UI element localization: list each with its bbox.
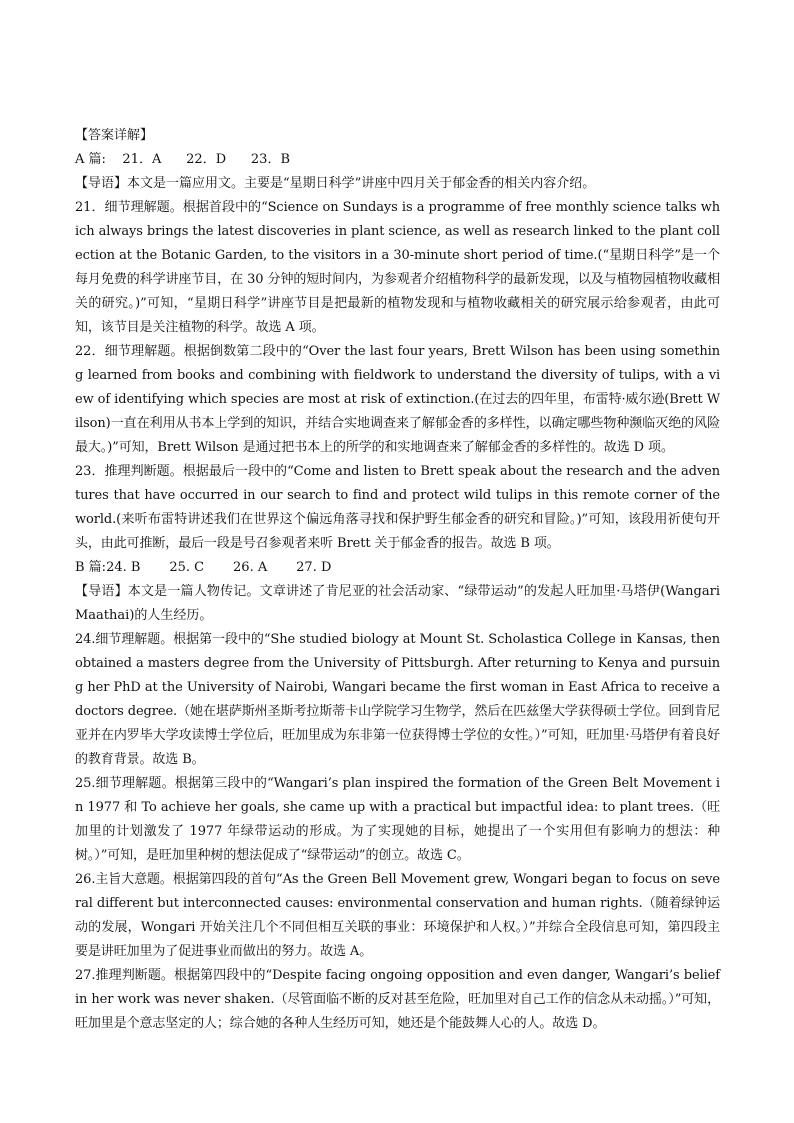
section-b-answers: B 篇:24. B 25. C 26. A 27. D xyxy=(75,560,332,575)
question-21-explanation: 21．细节理解题。根据首段中的“Science on Sundays is a programme of free monthly science talks which always brings the latest discoveries in plant science, as well as research linked to the plant collection at the Botanic Garden, to the visitors in a 30-minute short period of time.(“星期日科学”是一个每月免费的科学讲座节目，在 30 分钟的短时间内，为参观者介绍植物科学的最新发现，以及与植物园植物收藏相关的研究。)”可知，“星期日科学”讲座节目是把最新的植物发现和与植物收藏相关的研究展示给参观者，由此可知，该节目是关注植物的科学。故选 A 项。 xyxy=(75,200,720,335)
section-a-answers: A 篇: 21．A 22．D 23．B xyxy=(75,152,291,167)
question-26-explanation: 26.主旨大意题。根据第四段的首句“As the Green Bell Movement grew, Wongari began to focus on several different but interconnected causes: environmental conservation and human rights.（随着绿钟运动的发展，Wongari 开始关注几个不同但相互关联的事业：环境保护和人权。）”并综合全段信息可知，第四段主要是讲旺加里为了促进事业而做出的努力。故选 A。 xyxy=(75,872,720,959)
question-25-explanation: 25.细节理解题。根据第三段中的“Wangari’s plan inspired the formation of the Green Belt Movement in 1977 和 To achieve her goals, she came up with a practical but impactful idea: to plant trees.（旺加里的计划激发了 1977 年绿带运动的形成。为了实现她的目标，她提出了一个实用但有影响力的想法：种树。）”可知，是旺加里种树的想法促成了“绿带运动”的创立。故选 C。 xyxy=(75,776,720,863)
answer-explanation-page xyxy=(75,124,720,1036)
question-22-explanation: 22．细节理解题。根据倒数第二段中的“Over the last four years, Brett Wilson has been using something learned from books and combining with fieldwork to understand the diversity of tulips, with a view of identifying which species are most at risk of extinction.(在过去的四年里，布雷特·威尔逊(Brett Wilson)一直在利用从书本上学到的知识，并结合实地调查来了解郁金香的多样性，以确定哪些物种濒临灭绝的风险最大。)”可知，Brett Wilson 是通过把书本上的所学的和实地调查来了解郁金香的多样性的。故选 D 项。 xyxy=(75,344,720,455)
section-b-intro: 【导语】本文是一篇人物传记。文章讲述了肯尼亚的社会活动家、“绿带运动”的发起人旺加里·马塔伊(Wangari Maathai)的人生经历。 xyxy=(75,584,720,623)
question-23-explanation: 23．推理判断题。根据最后一段中的“Come and listen to Brett speak about the research and the adventures that have occurred in our search to find and protect wild tulips in this remote corner of the world.(来听布雷特讲述我们在世界这个偏远角落寻找和保护野生郁金香的研究和冒险。)”可知，该段用祈使句开头，由此可推断，最后一段是号召参观者来听 Brett 关于郁金香的报告。故选 B 项。 xyxy=(75,464,720,551)
answer-heading: 【答案详解】 xyxy=(75,128,154,143)
question-27-explanation: 27.推理判断题。根据第四段中的“Despite facing ongoing opposition and even danger, Wangari’s belief in her work was never shaken.（尽管面临不断的反对甚至危险，旺加里对自己工作的信念从未动摇。）”可知，旺加里是个意志坚定的人；综合她的各种人生经历可知，她还是个能鼓舞人心的人。故选 D。 xyxy=(75,968,720,1031)
section-a-intro: 【导语】本文是一篇应用文。主要是“星期日科学”讲座中四月关于郁金香的相关内容介绍。 xyxy=(75,176,596,191)
question-24-explanation: 24.细节理解题。根据第一段中的“She studied biology at Mount St. Scholastica College in Kansas, then obtained a masters degree from the University of Pittsburgh. After returning to Kenya and pursuing her PhD at the University of Nairobi, Wangari became the first woman in East Africa to receive a doctors degree.（她在堪萨斯州圣斯考拉斯蒂卡山学院学习生物学，然后在匹兹堡大学获得硕士学位。回到肯尼亚并在内罗毕大学攻读博士学位后，旺加里成为东非第一位获得博士学位的女性。）”可知，旺加里·马塔伊有着良好的教育背景。故选 B。 xyxy=(75,632,720,767)
